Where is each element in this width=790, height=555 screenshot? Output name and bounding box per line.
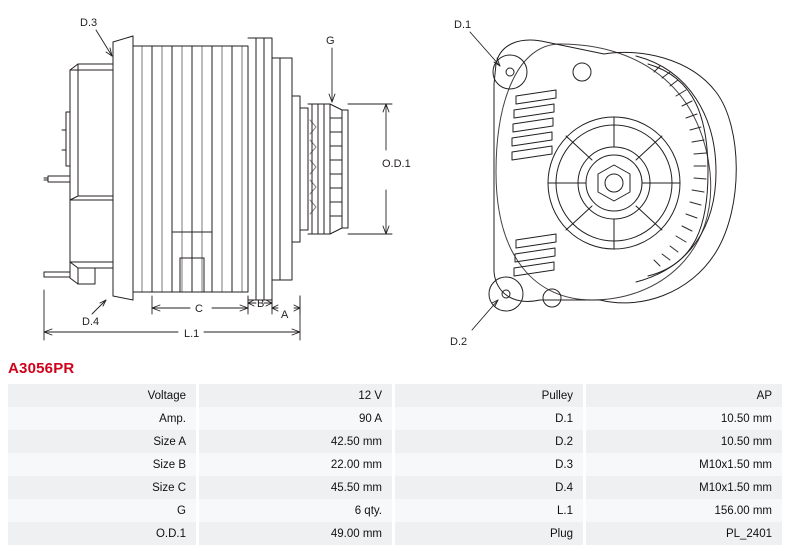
label-g: G — [326, 35, 335, 47]
spec-label: Voltage — [8, 384, 198, 407]
label-a: A — [281, 309, 289, 321]
spec-label: L.1 — [395, 499, 585, 522]
label-c: C — [195, 303, 203, 315]
spec-label: G — [8, 499, 198, 522]
table-row — [395, 407, 782, 430]
alternator-side-view — [44, 36, 348, 300]
spec-label: Pulley — [395, 384, 585, 407]
table-row — [8, 522, 394, 545]
spec-label: D.3 — [395, 453, 585, 476]
spec-value: M10x1.50 mm — [585, 476, 783, 499]
label-d1: D.1 — [454, 19, 472, 31]
spec-label: Size C — [8, 476, 198, 499]
table-row — [395, 522, 782, 545]
table-row — [8, 476, 394, 499]
spec-value: 6 qty. — [198, 499, 394, 522]
table-row — [8, 453, 394, 476]
spec-value: 10.50 mm — [585, 407, 783, 430]
spec-label: D.1 — [395, 407, 585, 430]
spec-value: 12 V — [198, 384, 394, 407]
spec-value: 45.50 mm — [198, 476, 394, 499]
table-row — [395, 453, 782, 476]
spec-label: Size B — [8, 453, 198, 476]
spec-label: Amp. — [8, 407, 198, 430]
part-number-title: A3056PR — [8, 360, 75, 377]
front-view-dimension-lines — [470, 32, 500, 330]
spec-value: 90 A — [198, 407, 394, 430]
label-d4: D.4 — [82, 316, 100, 328]
side-view-dimension-lines — [44, 30, 392, 340]
spec-label: D.4 — [395, 476, 585, 499]
spec-value: PL_2401 — [585, 522, 783, 545]
spec-value: 49.00 mm — [198, 522, 394, 545]
specifications-section — [8, 384, 782, 545]
label-l1: L.1 — [184, 328, 200, 340]
table-row — [8, 430, 394, 453]
label-b: B — [257, 298, 265, 310]
table-row — [395, 499, 782, 522]
label-od1: O.D.1 — [382, 158, 411, 170]
spec-label: Size A — [8, 430, 198, 453]
spec-label: Plug — [395, 522, 585, 545]
specs-table-right — [395, 384, 782, 545]
spec-value: M10x1.50 mm — [585, 453, 783, 476]
table-row — [395, 384, 782, 407]
table-row — [8, 384, 394, 407]
spec-value: 156.00 mm — [585, 499, 783, 522]
spec-value: 22.00 mm — [198, 453, 394, 476]
table-row — [395, 430, 782, 453]
spec-value: 10.50 mm — [585, 430, 783, 453]
label-d3: D.3 — [80, 17, 98, 29]
spec-value: 42.50 mm — [198, 430, 394, 453]
table-row — [8, 407, 394, 430]
spec-value: AP — [585, 384, 783, 407]
label-d2: D.2 — [450, 336, 468, 348]
table-row — [395, 476, 782, 499]
spec-label: O.D.1 — [8, 522, 198, 545]
specs-table-left — [8, 384, 395, 545]
table-row — [8, 499, 394, 522]
spec-label: D.2 — [395, 430, 585, 453]
alternator-front-view — [489, 40, 736, 311]
